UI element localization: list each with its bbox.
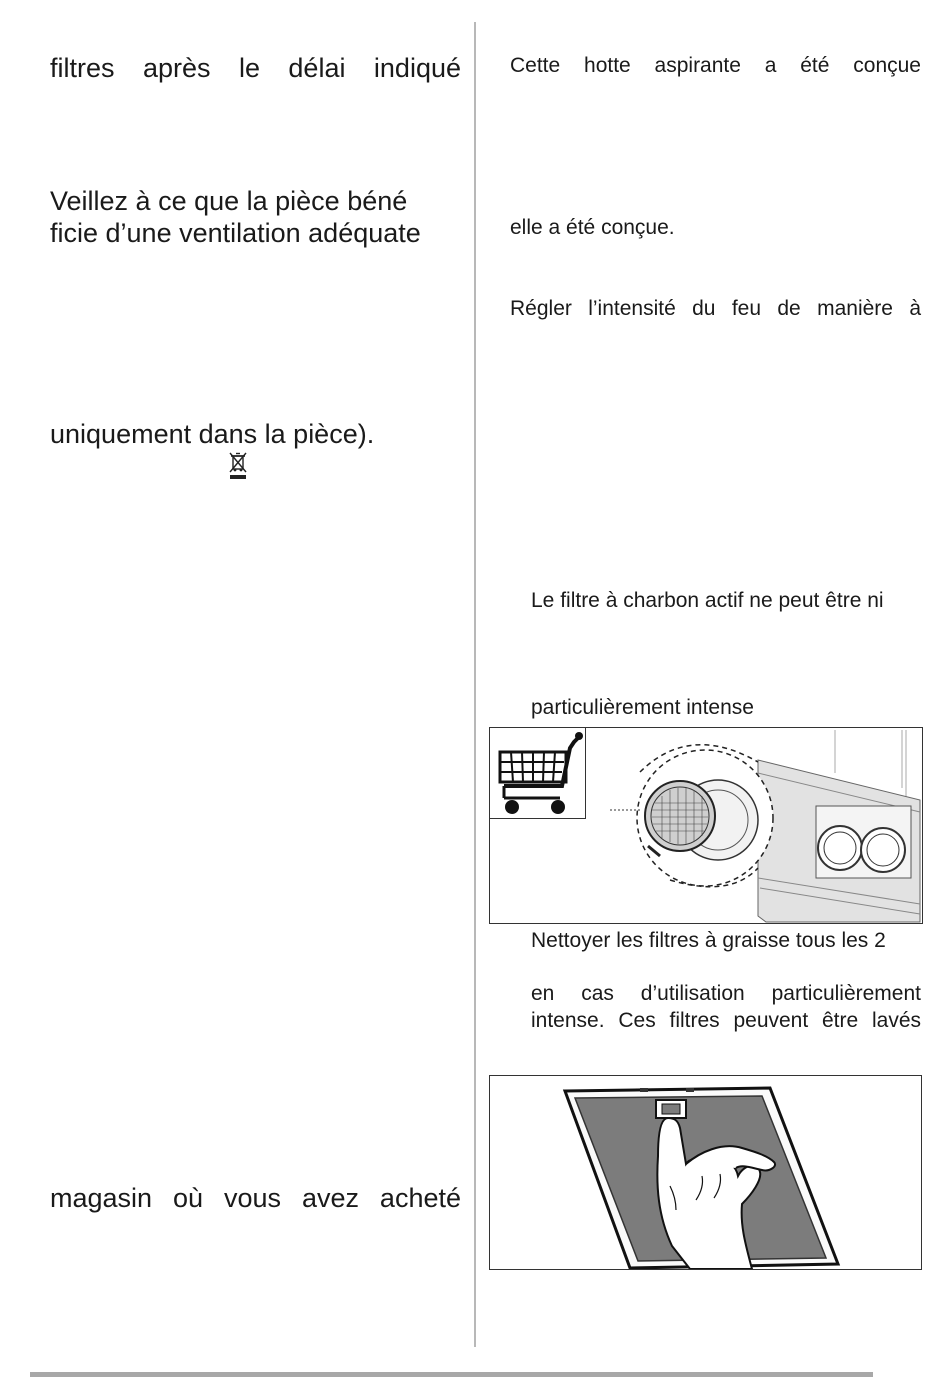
right-text-5: particulièrement intense (531, 696, 754, 719)
left-text-4: uniquement dans la pièce). (50, 419, 375, 449)
right-text-4: Le filtre à charbon actif ne peut être ni (531, 589, 884, 612)
left-text-5: magasin où vous avez acheté (50, 1183, 461, 1213)
left-text-1: filtres après le délai indiqué (50, 53, 461, 83)
right-text-3: Régler l’intensité du feu de manière à (510, 297, 921, 320)
right-text-1: Cette hotte aspirante a été conçue (510, 54, 921, 77)
grease-filter-figure (489, 1075, 922, 1270)
right-text-2: elle a été conçue. (510, 216, 675, 239)
left-text-2: Veillez à ce que la pièce béné (50, 186, 408, 216)
charcoal-filter-figure (489, 727, 923, 924)
crossed-out-bin-icon (228, 452, 248, 487)
right-text-8: intense. Ces filtres peuvent être lavés (531, 1009, 921, 1032)
footer-bar (30, 1372, 873, 1377)
left-text-3: ficie d’une ventilation adéquate (50, 218, 421, 248)
right-text-7: en cas d’utilisation particulièrement (531, 982, 921, 1005)
column-divider (474, 22, 476, 1347)
right-text-6: Nettoyer les filtres à graisse tous les 2 (531, 929, 886, 952)
